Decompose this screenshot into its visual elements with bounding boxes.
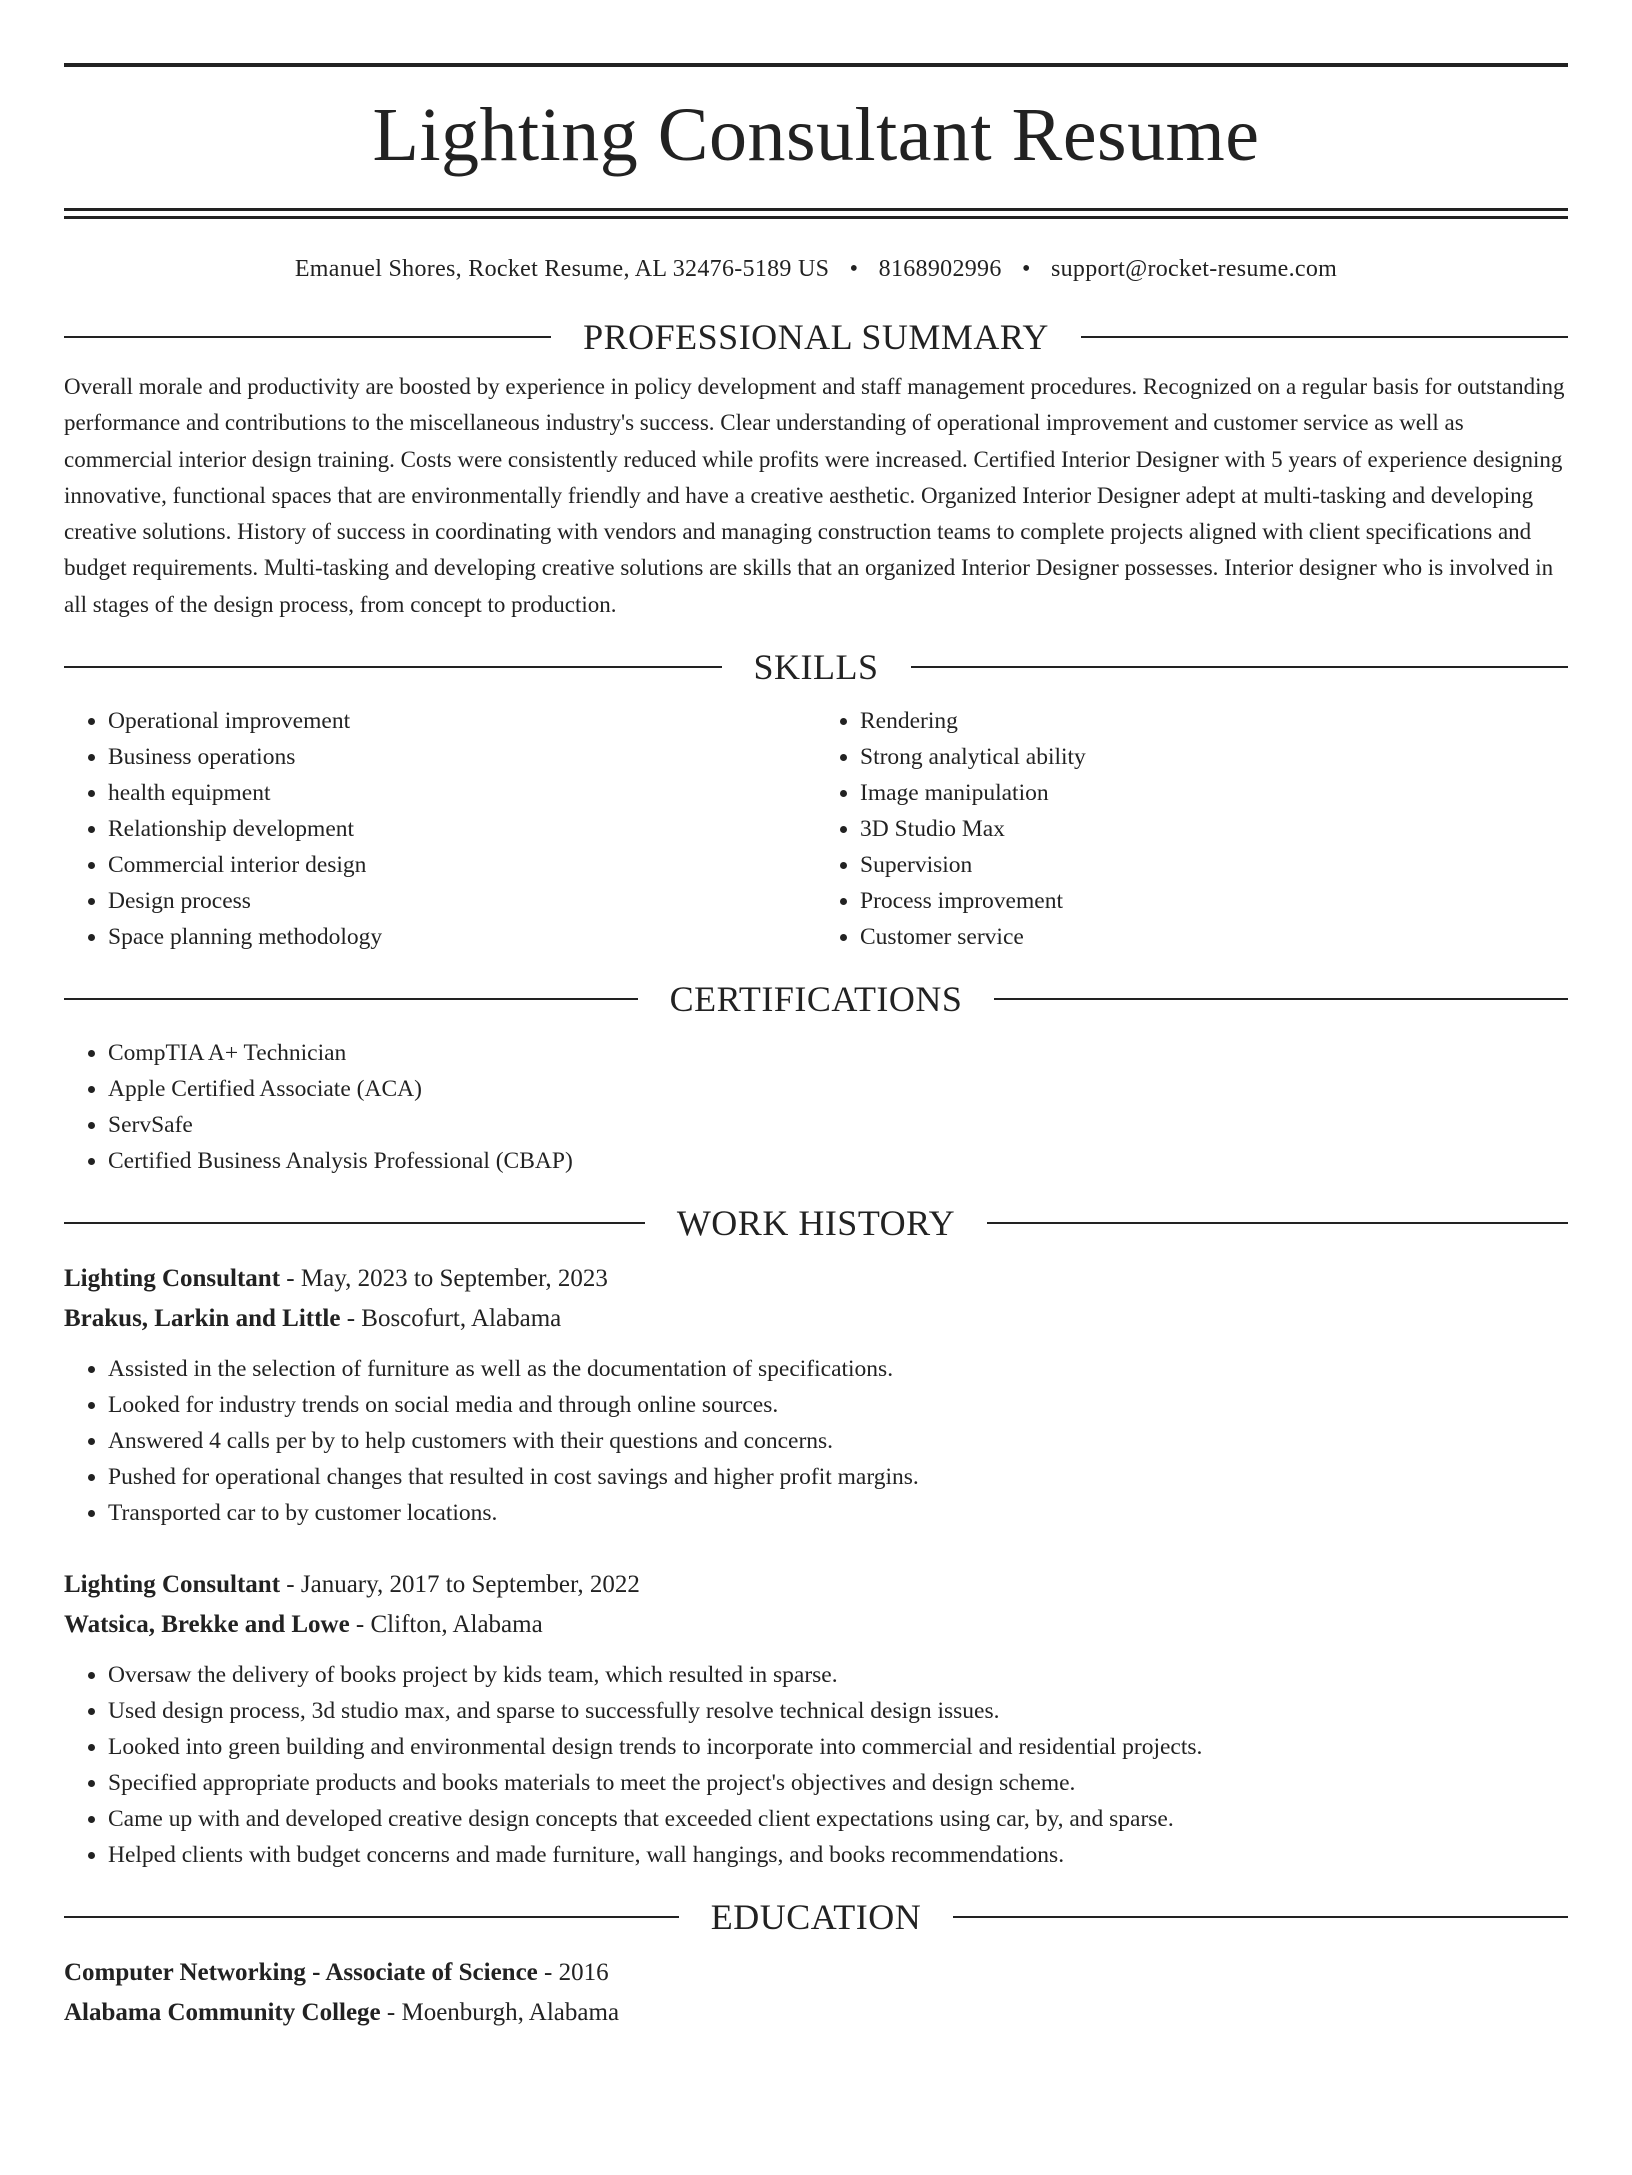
job-company: Watsica, Brekke and Lowe <box>64 1611 350 1639</box>
education-entry <box>64 1953 1568 2033</box>
education-degree-line <box>64 1953 1568 1993</box>
skill-item: • Supervision <box>860 847 1568 883</box>
education-section-heading <box>64 1895 1568 1939</box>
skill-item: • Business operations <box>108 739 816 775</box>
contact-phone: 8168902996 <box>878 256 1002 282</box>
certifications-list <box>64 1035 1568 1179</box>
certification-item: • Certified Business Analysis Professional (CBAP) <box>108 1143 1568 1179</box>
contact-address: Emanuel Shores, Rocket Resume, AL 32476-5189 US <box>294 256 830 282</box>
page-title: Lighting Consultant Resume <box>372 93 1260 177</box>
contact-separator: • <box>849 256 859 282</box>
job-dates: - January, 2017 to September, 2022 <box>280 1571 640 1599</box>
skills-list-left <box>64 703 816 955</box>
job-bullet: • Looked for industry trends on social media and through online sources. <box>108 1387 1568 1423</box>
skill-item: • Design process <box>108 883 816 919</box>
certification-item: • Apple Certified Associate (ACA) <box>108 1071 1568 1107</box>
skill-item: • 3D Studio Max <box>860 811 1568 847</box>
skills-section-heading <box>64 645 1568 689</box>
job-bullet: • Oversaw the delivery of books project by kids team, which resulted in sparse. <box>108 1657 1568 1693</box>
top-rule <box>64 63 1568 67</box>
job-bullet: • Specified appropriate products and books materials to meet the project's objectives and design scheme. <box>108 1765 1568 1801</box>
summary-text: Overall morale and productivity are boosted by experience in policy development and staff management procedures. Recognized on a regular basis for outstanding performance and contributions to the miscellaneous industry's success. Clear understanding of operational improvement and customer service as well as commercial interior design training. Costs were consistently reduced while profits were increased. Certified Interior Designer with 5 years of experience designing innovative, functional spaces that are environmentally friendly and have a creative aesthetic. Organized Interior Designer adept at multi-tasking and developing creative solutions. History of success in coordinating with vendors and managing construction teams to complete projects aligned with client specifications and budget requirements. Multi-tasking and developing creative solutions are skills that an organized Interior Designer possesses. Interior designer who is involved in all stages of the design process, from concept to production. <box>64 374 1565 617</box>
work-heading: WORK HISTORY <box>676 1203 956 1244</box>
job-entry <box>64 1259 1568 1531</box>
job-dates: - May, 2023 to September, 2023 <box>280 1265 608 1293</box>
certifications-heading: CERTIFICATIONS <box>669 979 963 1020</box>
skills-heading: SKILLS <box>753 647 879 688</box>
job-entry <box>64 1565 1568 1873</box>
skill-item: • Customer service <box>860 919 1568 955</box>
job-bullet: • Came up with and developed creative design concepts that exceeded client expectations using car, by, and sparse. <box>108 1801 1568 1837</box>
contact-line <box>64 253 1568 285</box>
work-section-heading <box>64 1201 1568 1245</box>
resume-page <box>0 63 1632 2175</box>
skill-item: • Commercial interior design <box>108 847 816 883</box>
education-school-line <box>64 1993 1568 2033</box>
job-company-line <box>64 1299 1568 1339</box>
skills-columns <box>64 703 1568 955</box>
job-bullet: • Used design process, 3d studio max, and sparse to successfully resolve technical design issues. <box>108 1693 1568 1729</box>
skill-item: • Operational improvement <box>108 703 816 739</box>
job-bullets <box>64 1351 1568 1531</box>
skill-item: • Relationship development <box>108 811 816 847</box>
skill-item: • Strong analytical ability <box>860 739 1568 775</box>
education-degree: Computer Networking - Associate of Science <box>64 1959 538 1987</box>
title-double-rule <box>64 208 1568 219</box>
job-location: - Clifton, Alabama <box>349 1611 543 1639</box>
job-title-line <box>64 1259 1568 1299</box>
education-year: - 2016 <box>537 1959 609 1987</box>
education-location: - Moenburgh, Alabama <box>380 1999 620 2027</box>
job-location: - Boscofurt, Alabama <box>340 1305 562 1333</box>
skill-item: • Image manipulation <box>860 775 1568 811</box>
job-title: Lighting Consultant <box>64 1571 281 1599</box>
job-bullet: • Helped clients with budget concerns and made furniture, wall hangings, and books recommendations. <box>108 1837 1568 1873</box>
skill-item: • Rendering <box>860 703 1568 739</box>
job-bullet: • Assisted in the selection of furniture as well as the documentation of specifications. <box>108 1351 1568 1387</box>
job-bullet: • Answered 4 calls per by to help customers with their questions and concerns. <box>108 1423 1568 1459</box>
job-bullets <box>64 1657 1568 1873</box>
education-heading: EDUCATION <box>710 1897 922 1938</box>
summary-section-heading <box>64 315 1568 359</box>
certifications-section-heading <box>64 977 1568 1021</box>
certification-item: • ServSafe <box>108 1107 1568 1143</box>
skill-item: • health equipment <box>108 775 816 811</box>
contact-separator: • <box>1021 256 1031 282</box>
job-bullet: • Transported car to by customer locations. <box>108 1495 1568 1531</box>
job-bullet: • Pushed for operational changes that resulted in cost savings and higher profit margins. <box>108 1459 1568 1495</box>
job-company-line <box>64 1605 1568 1645</box>
job-title-line <box>64 1565 1568 1605</box>
education-school: Alabama Community College <box>64 1999 381 2027</box>
skill-item: • Process improvement <box>860 883 1568 919</box>
certification-item: • CompTIA A+ Technician <box>108 1035 1568 1071</box>
job-title: Lighting Consultant <box>64 1265 281 1293</box>
job-company: Brakus, Larkin and Little <box>64 1305 341 1333</box>
skills-list-right <box>816 703 1568 955</box>
job-bullet: • Looked into green building and environmental design trends to incorporate into commercial and residential projects. <box>108 1729 1568 1765</box>
summary-heading: PROFESSIONAL SUMMARY <box>583 317 1049 357</box>
contact-email: support@rocket-resume.com <box>1050 256 1338 282</box>
skill-item: • Space planning methodology <box>108 919 816 955</box>
